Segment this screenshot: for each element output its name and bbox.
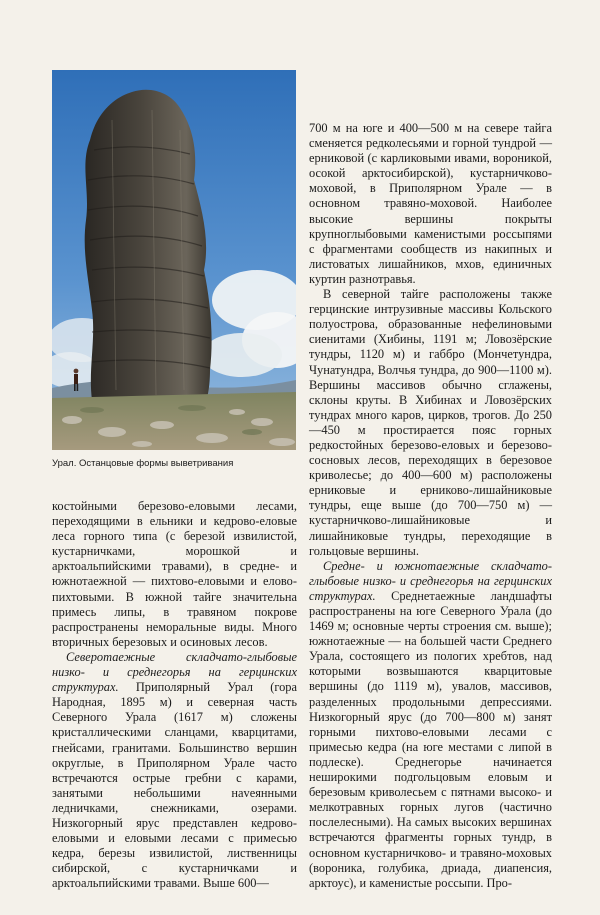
section-heading: Средне- и южнотаежные складчато-глыбовые низко- и среднегорья на герцинских структурах. <box>309 558 552 603</box>
photo-rock-pillar <box>52 70 296 450</box>
paragraph <box>309 559 552 891</box>
rock-pillar-illustration <box>52 70 296 450</box>
text-column-right <box>309 121 552 891</box>
paragraph-text: Приполярный Урал (гора Народная, 1895 м) и северная часть Северного Урала (1617 м) сложены кристаллическими сланцами, кварцитами, гнейсами, гранитами. Большинство вершин округлые, в Приполярном Урале часто встречаются острые гребни с карами, занятыми небольшими наveянными ледничками, снежниками, озерами. Низкогорный ярус представлен кедрово-еловыми и еловыми лесами с примесью кедра, березы извилистой, лиственницы сибирской, с кустарничками и арктоальпийскими травами. Выше 600— <box>52 680 297 891</box>
paragraph-text: Среднетаежные ландшафты распространены на юге Северного Урала (до 1469 м; основные черты строения см. выше); южнотаежные — на большей части Среднего Урала, состоящего из пологих хребтов, над которыми возвышаются кварцитовые вершины (до 1119 м), увалов, массивов, разделенных продольными депрессиями. Низкогорный ярус (до 700—800 м) занят горными пихтово-еловыми лесами с примесью кедра (на юге местами с липой в подлеске). Среднегорье начинается неширокими подгольцовым еловым и березовым криволесьем с пятнами высоко- и мелкотравных горных лугов (частично послелесными). На самых высоких вершинах встречаются фрагменты горных тундр, в основном кустарничково- и травяно-моховых (вороника, голубика, дриада, диапенсия, арктоус), и каменистые россыпи. Про- <box>309 588 552 890</box>
figure-caption: Урал. Останцовые формы выветривания <box>52 458 234 469</box>
paragraph: 700 м на юге и 400—500 м на севере тайга сменяется редколесьями и горной тундрой — ерниковой (с карликовыми ивами, вороникой, осокой арктосибирской), кустарничково-моховой, в Приполярном Урале — в основном травяно-моховой. Наиболее высокие вершины покрыты крупноглыбовыми каменистыми россыпями с фрагментами сообществ из накипных и листоватых лишайников, мхов, единичных куртин разнотравья. <box>309 121 552 286</box>
section-heading: Северотаежные складчато-глыбовые низко- и среднегорья на герцинских структурах. <box>52 649 297 695</box>
paragraph <box>52 650 297 892</box>
paragraph: В северной тайге расположены также герцинские интрузивные массивы Кольского полуострова, образованные нефелиновыми сиенитами (Хибины, 1191 м; Ловозёрские тундры, 1120 м) и габбро (Мончетундра, Чунатундра, Волчья тундра, до 900—1100 м). Вершины массивов обычно сглажены, склоны круты. В Хибинах и Ловозёрских тундрах много каров, цирков, трогов. До 250—450 м простирается пояс горных редкостойных березово-еловых и березово-сосновых лесов, переходящих в березовое криволесье; до 400—600 м) расположены ерниковые и ерниково-лишайниковые тундры, еще выше (до 700—750 м) — кустарничково-лишайниковые и лишайниковые тундры, переходящие в гольцовые вершины. <box>309 287 552 558</box>
text-column-left <box>52 499 297 891</box>
paragraph: костойными березово-еловыми лесами, переходящими в ельники и кедрово-еловые леса горного типа (с березой извилистой, кустарничками, морошкой и арктоальпийскими травами), в средне- и южнотаежной — пихтово-еловыми и елово-пихтовыми. В южной тайге значительна примесь липы, в травяном покрове распространены неморальные виды. Много вторичных березовых и осиновых лесов. <box>52 499 297 649</box>
